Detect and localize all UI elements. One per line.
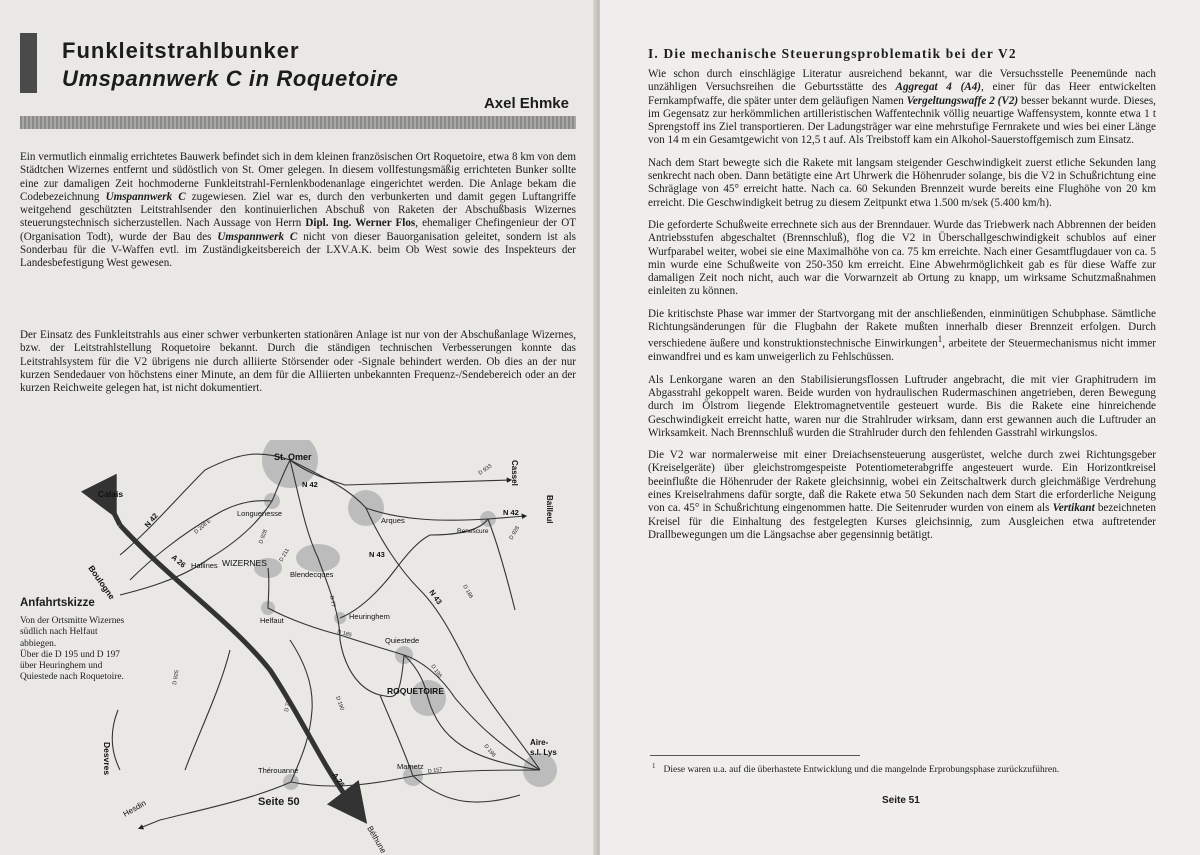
road-n43-a: N 43 <box>369 550 385 559</box>
a26-to-calais <box>110 505 120 525</box>
right-body-text <box>648 68 1156 551</box>
label-aire: Aire- <box>530 738 549 747</box>
article-title: Funkleitstrahlbunker <box>62 38 300 63</box>
label-arques: Arques <box>381 516 405 525</box>
label-wizernes: WIZERNES <box>222 558 267 568</box>
road-a26-b: A 26 <box>330 770 347 789</box>
road-n42-a: N 42 <box>302 480 318 489</box>
label-boulogne: Boulogne <box>86 563 118 602</box>
label-aire-2: s.l. Lys <box>530 748 557 757</box>
svg-text:D 157: D 157 <box>427 766 443 775</box>
label-st-omer: St. Omer <box>274 452 312 462</box>
left-paragraph-2: Der Einsatz des Funkleitstrahls aus einer schwer verbunkerten stationären Anlage ist nur von der Abschußanlage Wizernes, bzw. der Leitstrahlstellung Roquetoire bekannt. Durch die ständigen technischen Verbesserungen konnte das Leitstrahlsystem für die V2 übrigens nie durch alliierte Störsender oder -Signale behindert werden. Ob dies an der nur kurzen Sendedauer von höchstens einer Minute, an dem für die Alliierten unbekannten Frequenz-/Sendebereich oder an der kurzen Reichweite gelegen hat, ist nicht dokumentiert. <box>20 329 576 394</box>
svg-text:D 208 E: D 208 E <box>193 518 213 536</box>
road-n43-b: N 43 <box>427 587 444 607</box>
svg-text:D 928: D 928 <box>258 528 269 545</box>
svg-text:D 186: D 186 <box>461 584 474 600</box>
label-quiestede: Quiestede <box>385 636 420 645</box>
page-number-left: Seite 50 <box>258 796 300 808</box>
label-desvres: Desvres <box>102 742 112 776</box>
label-cassel: Cassel <box>510 460 519 486</box>
footnote-rule <box>650 755 860 756</box>
footnote: $^1$ Diese waren u.a. auf die überhastete Entwicklung und die mangelnde Erprobungsphase zurückzuführen. <box>652 762 1060 776</box>
right-paragraph-5: Als Lenkorgane waren an den Stabilisierungsflossen Luftruder angebracht, die mit vier Graphitrudern im Abgasstrahl gekoppelt waren. Beide wurden von hydraulischen Rudermaschinen angetrieben, deren Bewegung durch im Ölstrom liegende Elektromagnetventile gesteuert wurde. Bis die Rakete eine hinreichende Geschwindigkeit erreicht hatte, waren nur die Strahlruder wirksam, dann erst gewannen auch die Luftruder an Wirksamkeit. Nach Brennschluß wurden die Strahlruder durch den fehlenden Gasstrahl wirkungslos. <box>648 373 1156 439</box>
left-page <box>0 0 597 855</box>
svg-text:D 196: D 196 <box>482 743 497 759</box>
svg-text:D 77: D 77 <box>284 699 292 713</box>
label-hesdin: Hesdin <box>121 798 148 819</box>
label-bailleul: Bailleul <box>545 495 554 524</box>
svg-text:D 933: D 933 <box>477 463 494 477</box>
title-rule <box>20 116 576 129</box>
left-paragraph-1: Ein vermutlich einmalig errichtetes Bauwerk befindet sich in dem kleinen französischen Ort Roquetoire, etwa 8 km von dem Städtchen Wizernes entfernt und südöstlich von St. Omer gelegen. In diesem vollfestungsmäßig errichteten Bunker sollte eine zur damaligen Zeit hochmoderne Funkleitstrahl-Fernlenkbodenanlage eingerichtet werden. Die Anlage bekam die Codebezeichnung Umspannwerk C zugewiesen. Ziel war es, durch den verbunkerten und damit gegen Luftangriffe weitgehend geschützten Leitstrahlsender den kontinuierlichen Abschuß von Raketen der Abschußbasis Wizernes steuerungstechnisch sicherzustellen. Nach Aussage von Herrn Dipl. Ing. Werner Flos, ehemaliger Chefingenieur der OT (Organisation Todt), wurde der Bau des Umspannwerk C nicht von dieser Bauorganisation geleitet, sondern ist als Sonderbau für die V-Waffen evtl. im Zuständigkeitsbereich der LXV.A.K. beim Ob West sowie des Inspekteurs der Landesbefestigung West gewesen. <box>20 151 576 269</box>
label-heuringhem: Heuringhem <box>349 612 390 621</box>
title-marker-bar <box>20 33 37 93</box>
section-heading: I. Die mechanische Steuerungsproblematik bei der V2 <box>648 46 1017 61</box>
right-paragraph-3: Die geforderte Schußweite errechnete sich aus der Brenndauer. Wurde das Triebwerk nach Abbrennen der beiden Antriebsstufen abgeschaltet (Brennschluß), flog die V2 in Überschallgeschwindigkeit schublos auf einer Wurfparabel weiter, wobei sie eine Maximalhöhe von ca. 75 km erreichte. Nach einer Gesamtflugdauer von ca. 5 min wurde eine Schußweite von 250-350 km erreicht. Eine Abwehrmöglichkeit gab es für diese Waffe zur damaligen Zeit noch nicht, auch war die Vorwarnzeit ab Ortung zu knapp, um wirksame Schutzmaßnahmen einleiten zu können. <box>648 218 1156 298</box>
label-longuenesse: Longuenesse <box>237 509 283 518</box>
svg-text:D 211: D 211 <box>278 547 291 563</box>
label-roquetoire: ROQUETOIRE <box>387 686 444 696</box>
right-paragraph-4: Die kritischste Phase war immer der Startvorgang mit der anschließenden, einminütigen Schubphase. Sämtliche Richtungsänderungen für die Flugbahn der Rakete mußten innerhalb dieser Brennzeit erfolgen. Durch verschiedene äußere und konstruktionstechnische Einwirkungen$^1$, arbeitete der Steuermechanismus nicht immer einwandfrei und es kam unweigerlich zu Fehlschüssen. <box>648 307 1156 364</box>
svg-text:D 77: D 77 <box>328 595 336 608</box>
map-caption-title: Anfahrtskizze <box>20 597 95 609</box>
label-renescure: Renescure <box>457 528 489 535</box>
svg-text:D 185: D 185 <box>336 629 353 639</box>
road-network <box>112 454 540 828</box>
road-n42-c: N 42 <box>503 508 519 517</box>
right-paragraph-1: Wie schon durch einschlägige Literatur ausreichend bekannt, war die Versuchsstelle Peenemünde nach unzähligen Versuchsreihen die Geburtsstätte des Aggregat 4 (A4), einer für das Heer entwickelten Fernkampfwaffe, die später unter dem geläufigen Namen Vergeltungswaffe 2 (V2) besser bekannt wurde. Dieses, im Gegensatz zur herkömmlichen artilleristischen Waffentechnik völlig neuartige Waffensystem, konnte etwa 1 t Sprengstoff ins Ziel transportieren. Der Ladungsträger war eine mehrstufige Fernrakete und wies bei einer Länge von 14 m ein Gesamtgewicht von 12,5 t auf. Als Treibstoff kam ein Alkohol-Sauerstoffgemisch zum Einsatz. <box>648 68 1156 147</box>
label-bethune: Béthune <box>365 824 388 855</box>
svg-text:D 190: D 190 <box>334 695 345 712</box>
right-paragraph-6: Die V2 war normalerweise mit einer Dreiachsensteuerung ausgerüstet, welche durch zwei Richtungsgeber (Kreiselgeräte) über gleichstromgespeiste Potentiometerabgriffe angesteuert wurde. Ein Horizontkreisel beeinflußte die Höhenruder der Rakete gleichsinnig, wobei ein Zeitschaltwerk durch gleichmäßige Verdrehung eines Kreiselrahmens dafür sorgte, daß die Rakete etwa 50 Sekunden nach dem Start die erforderliche Neigung von ca. 45° in Schußrichtung eingenommen hatte. Die Seitenruder wurden von einem als Vertikant bezeichneten Kreisel für die Einhaltung des festgelegten Kurses gleichsinnig, zum Ausgleichen etwa auftretender Drallbewegungen um die Längsachse aber gegensinnig betätigt. <box>648 449 1156 541</box>
page-number-right: Seite 51 <box>882 795 920 806</box>
right-paragraph-2: Nach dem Start bewegte sich die Rakete mit langsam steigender Geschwindigkeit zuerst etliche Sekunden lang senkrecht nach oben. Dann betätigte eine Art Uhrwerk die Höhenruder solange, bis die V2 in Schußrichtung eine Schräglage von 45° erreicht hatte. Nach ca. 60 Sekunden Brennzeit wurde bereits eine Flughöhe von 20 km erreicht. Die Geschwindigkeit betrug zu diesem Zeitpunkt etwa 1.500 m/sek (5.400 km/h). <box>648 156 1156 209</box>
road-a26-a: A 26 <box>169 552 188 570</box>
svg-text:D 925: D 925 <box>172 669 181 686</box>
label-helfaut: Helfaut <box>260 616 284 625</box>
svg-text:D 195: D 195 <box>429 663 443 680</box>
town-areas <box>254 440 557 790</box>
map-caption-text: Von der Ortsmitte Wizernes südlich nach Helfaut abbiegen. Über die D 195 und D 197 über Heuringhem und Quiestede nach Roquetoire. <box>20 616 125 683</box>
article-subtitle: Umspannwerk C in Roquetoire <box>62 66 399 91</box>
label-hallines: Hallines <box>191 561 218 570</box>
label-therouanne: Thérouanne <box>258 766 299 775</box>
label-calais: Calais <box>98 489 124 499</box>
svg-text:D 928: D 928 <box>508 525 522 541</box>
author-name: Axel Ehmke <box>483 95 569 112</box>
footnote-ref: 1 <box>937 335 943 346</box>
label-mametz: Mametz <box>397 762 424 771</box>
label-blendecques: Blendecques <box>290 570 334 579</box>
road-n42-b: N 42 <box>142 511 160 530</box>
